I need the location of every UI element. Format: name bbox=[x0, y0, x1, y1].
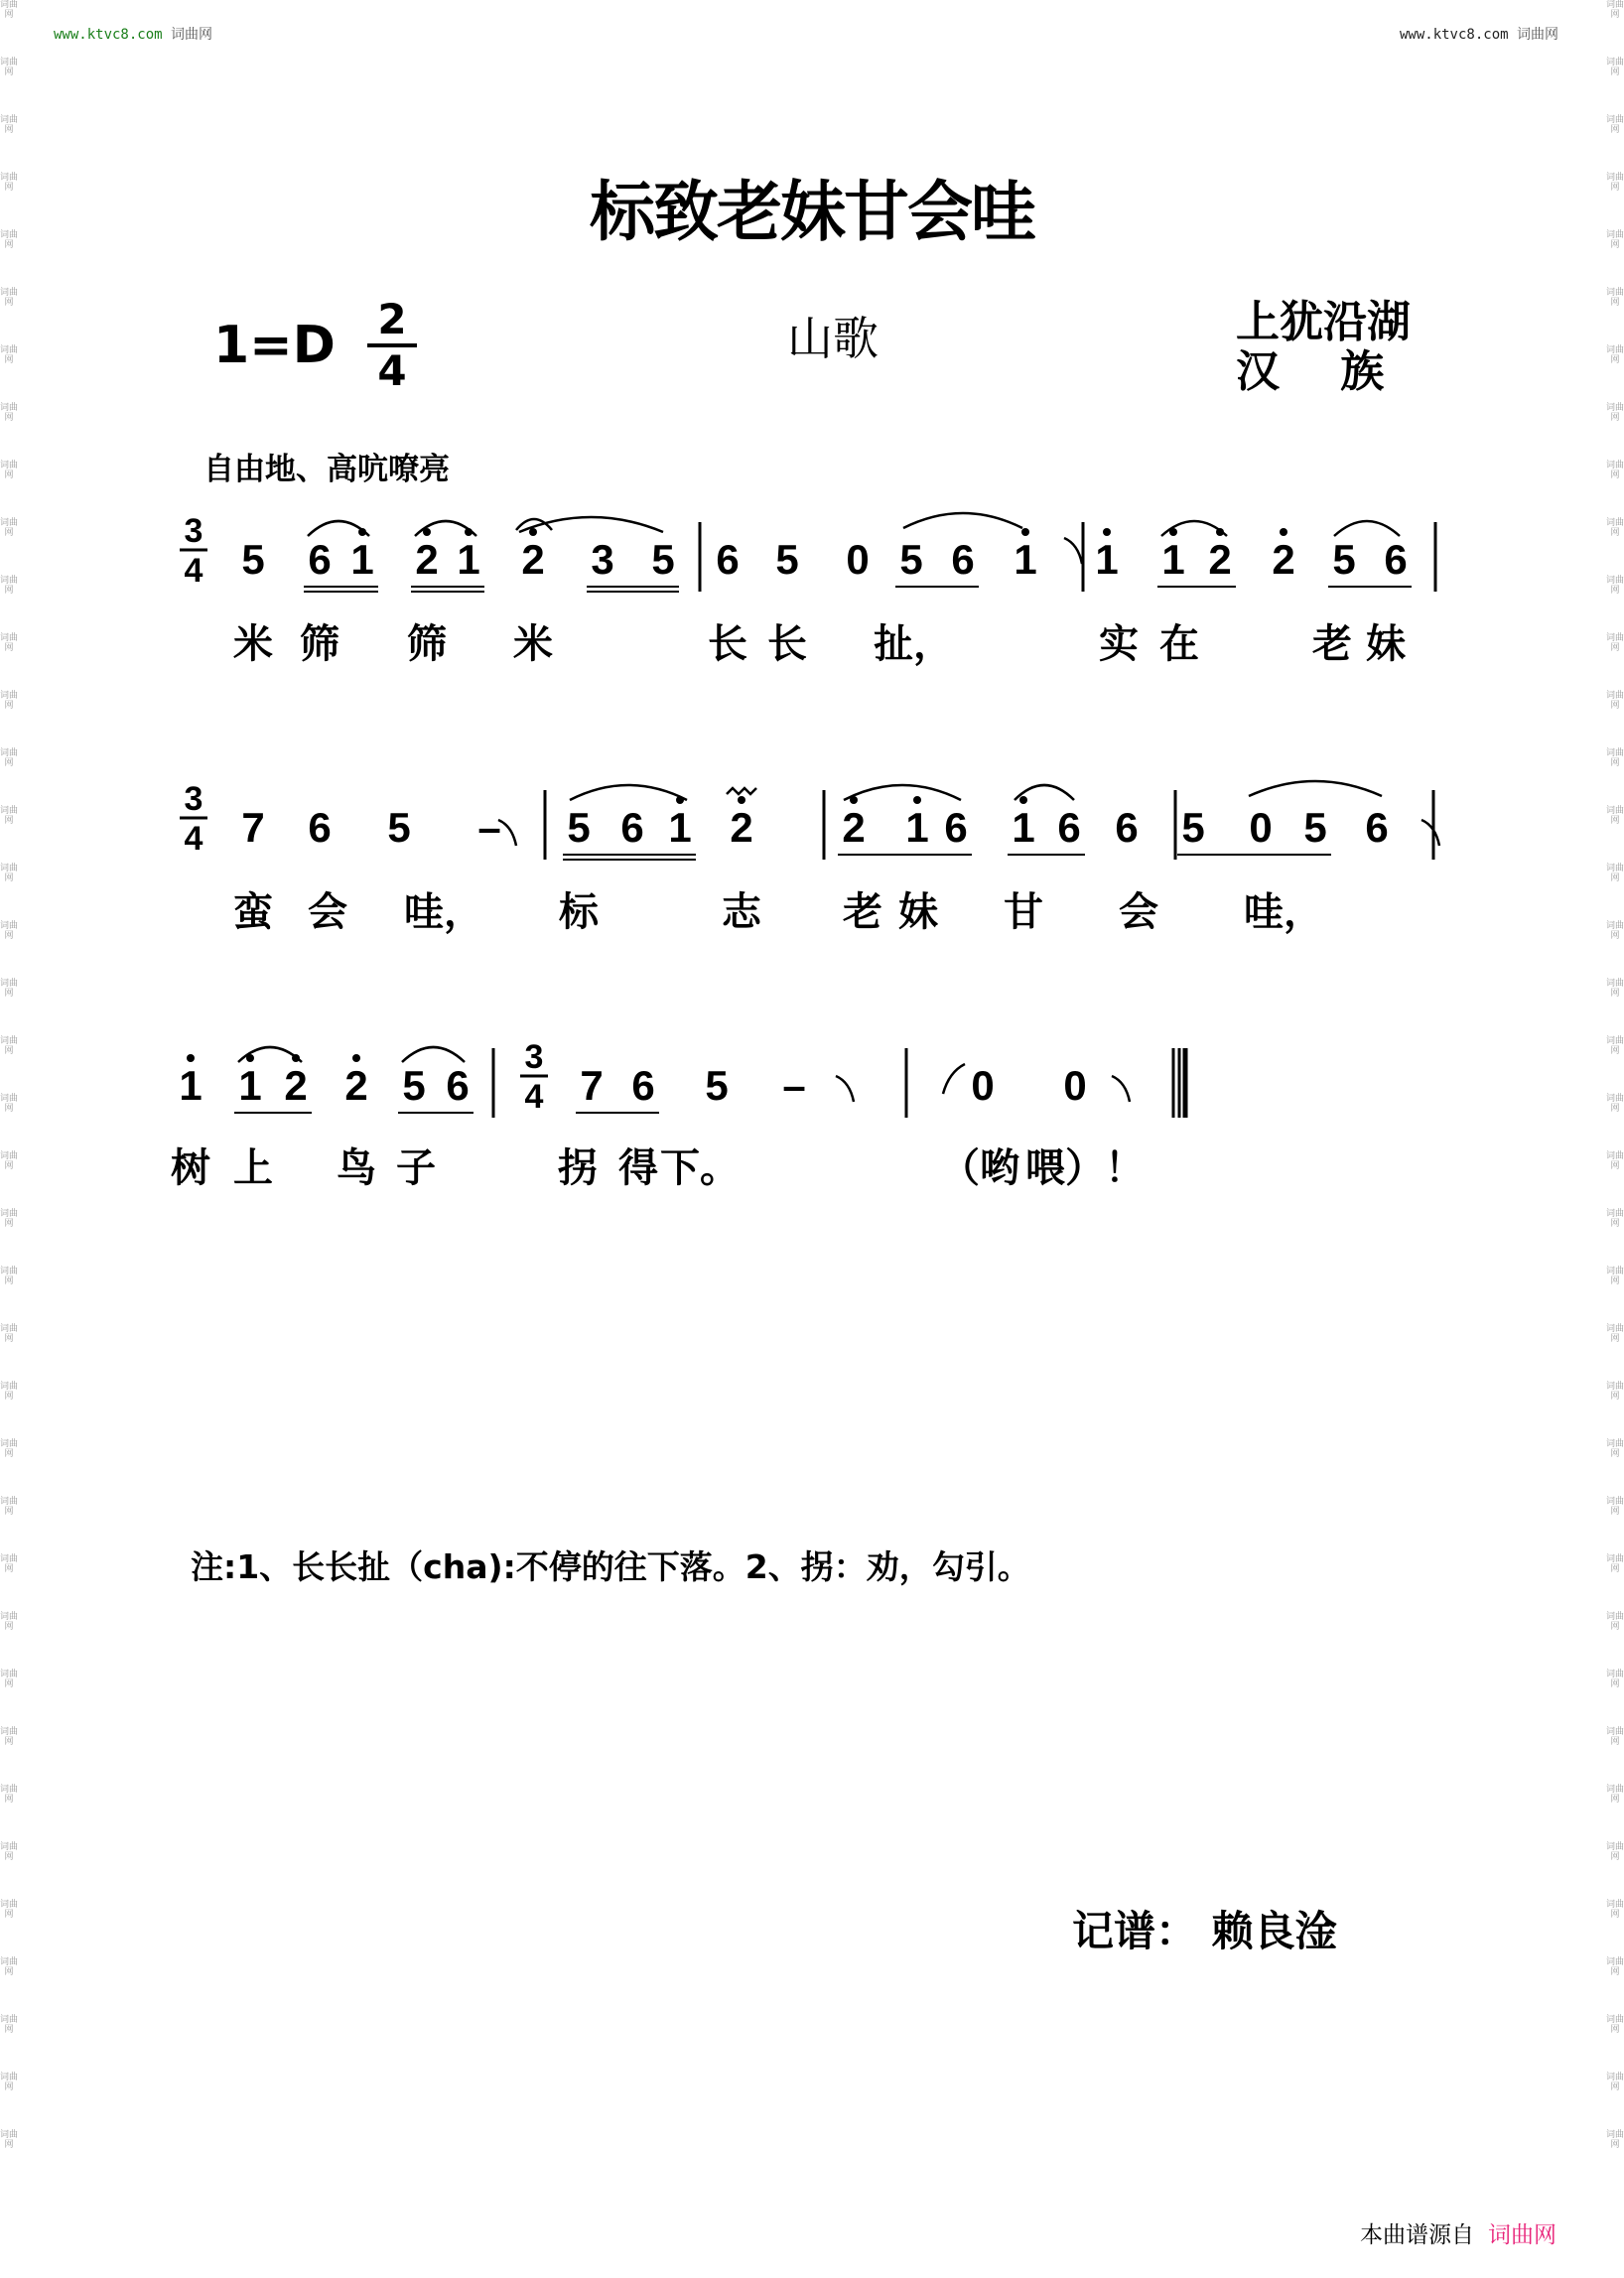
lyric: 长 bbox=[767, 622, 807, 666]
glide-arrow bbox=[836, 1076, 854, 1102]
edge-watermark-text: 词曲网 bbox=[0, 1842, 18, 1862]
note: 6 bbox=[446, 1062, 470, 1109]
edge-watermark-text: 词曲网 bbox=[1606, 806, 1624, 826]
note: 2 bbox=[842, 804, 866, 851]
edge-watermark-text: 词曲网 bbox=[0, 230, 18, 250]
lyric: 拐 bbox=[558, 1146, 598, 1190]
lyric: 树 bbox=[171, 1146, 210, 1190]
lyric: 在 bbox=[1159, 622, 1199, 666]
edge-watermark-text: 词曲网 bbox=[1606, 1094, 1624, 1114]
edge-watermark-text: 词曲网 bbox=[1606, 2130, 1624, 2150]
edge-watermark-text: 词曲网 bbox=[0, 1151, 18, 1171]
header-url[interactable]: www.ktvc8.com bbox=[54, 27, 163, 43]
note: 1 bbox=[457, 536, 480, 583]
transcriber-credit: 记谱： 赖良淦 bbox=[1072, 1907, 1337, 1955]
note: 0 bbox=[846, 536, 870, 583]
note: 2 bbox=[730, 804, 753, 851]
edge-watermark-text: 词曲网 bbox=[1606, 115, 1624, 135]
edge-watermark-text: 词曲网 bbox=[0, 633, 18, 653]
edge-watermark-text: 词曲网 bbox=[1606, 576, 1624, 596]
note: 5 bbox=[705, 1062, 729, 1109]
glide-arrow bbox=[498, 820, 516, 846]
slur bbox=[570, 785, 687, 800]
edge-watermark-text: 词曲网 bbox=[1606, 1209, 1624, 1229]
lyric: 得 bbox=[618, 1146, 658, 1190]
edge-watermark-text: 词曲网 bbox=[0, 1612, 18, 1632]
meter-bottom: 4 bbox=[184, 552, 203, 590]
note: 1 bbox=[1095, 536, 1119, 583]
lyric: 子 bbox=[396, 1146, 436, 1190]
trill-mark bbox=[727, 788, 756, 794]
lyric: 哇， bbox=[1244, 890, 1323, 934]
note: 6 bbox=[1115, 804, 1139, 851]
edge-watermark-text: 词曲网 bbox=[1606, 1612, 1624, 1632]
note: 6 bbox=[631, 1062, 655, 1109]
slur bbox=[903, 513, 1022, 528]
edge-watermark-text: 词曲网 bbox=[0, 1267, 18, 1286]
octave-dot bbox=[187, 1054, 195, 1062]
note: 5 bbox=[1332, 536, 1356, 583]
edge-watermark-text: 词曲网 bbox=[0, 806, 18, 826]
edge-watermark-text: 词曲网 bbox=[0, 576, 18, 596]
octave-dot bbox=[1103, 528, 1111, 536]
note: 7 bbox=[241, 804, 265, 851]
note: 3 bbox=[591, 536, 614, 583]
note: 2 bbox=[1208, 536, 1232, 583]
edge-watermark-text: 词曲网 bbox=[1606, 979, 1624, 999]
octave-dot bbox=[529, 528, 537, 536]
lyric: 上 bbox=[233, 1146, 273, 1190]
lyric: 下。 bbox=[660, 1146, 740, 1190]
edge-watermark-text: 词曲网 bbox=[1606, 1554, 1624, 1574]
edge-watermark-text: 词曲网 bbox=[0, 1554, 18, 1574]
lyric: 哇， bbox=[404, 890, 483, 934]
slur bbox=[844, 785, 961, 800]
edge-watermark-text: 词曲网 bbox=[1606, 1727, 1624, 1747]
edge-watermark-text: 词曲网 bbox=[0, 1324, 18, 1344]
note: 6 bbox=[1057, 804, 1081, 851]
note: 6 bbox=[716, 536, 740, 583]
note: 5 bbox=[651, 536, 675, 583]
source-label: 本曲谱源自 bbox=[1360, 2222, 1474, 2248]
slur bbox=[402, 1047, 465, 1062]
octave-dot bbox=[1021, 528, 1029, 536]
source-credit bbox=[1360, 2216, 1556, 2249]
slur bbox=[1249, 781, 1382, 796]
note: 6 bbox=[308, 536, 332, 583]
edge-watermark-text: 词曲网 bbox=[1606, 1036, 1624, 1056]
edge-watermark-text: 词曲网 bbox=[1606, 1267, 1624, 1286]
edge-watermark-text: 词曲网 bbox=[0, 1439, 18, 1459]
edge-watermark-text: 词曲网 bbox=[1606, 633, 1624, 653]
region-line-2: 汉 族 bbox=[1236, 346, 1385, 397]
edge-watermark-text: 词曲网 bbox=[0, 691, 18, 711]
lyric: 喂）！ bbox=[1025, 1146, 1145, 1190]
edge-watermark-text: 词曲网 bbox=[1606, 230, 1624, 250]
note: 1 bbox=[350, 536, 374, 583]
note: 5 bbox=[775, 536, 799, 583]
edge-watermark-text: 词曲网 bbox=[0, 979, 18, 999]
lyric: 老 bbox=[1312, 622, 1352, 666]
lyric: 米 bbox=[513, 622, 553, 666]
edge-watermark-text: 词曲网 bbox=[1606, 2015, 1624, 2035]
genre-label: 山歌 bbox=[787, 312, 879, 365]
edge-watermark-text: 词曲网 bbox=[0, 1670, 18, 1689]
meter-top: 3 bbox=[184, 780, 203, 818]
lyric: 筛 bbox=[300, 622, 339, 666]
header-site: 词曲网 bbox=[171, 27, 213, 43]
edge-watermark-text: 词曲网 bbox=[1606, 1785, 1624, 1805]
lyric: 长 bbox=[708, 622, 747, 666]
lyric: 妹 bbox=[1366, 622, 1406, 666]
lyric: （哟 bbox=[940, 1146, 1019, 1190]
note: 0 bbox=[1063, 1062, 1087, 1109]
edge-watermark-text: 词曲网 bbox=[1606, 403, 1624, 423]
glide-arrow bbox=[943, 1064, 965, 1094]
glide-arrow bbox=[1064, 538, 1082, 564]
note: 5 bbox=[1181, 804, 1205, 851]
edge-watermark-text: 词曲网 bbox=[0, 518, 18, 538]
note: 2 bbox=[415, 536, 439, 583]
note: 6 bbox=[308, 804, 332, 851]
note: 6 bbox=[951, 536, 975, 583]
note: 6 bbox=[1365, 804, 1389, 851]
edge-watermark-text: 词曲网 bbox=[1606, 1497, 1624, 1517]
meter-top: 3 bbox=[524, 1038, 544, 1076]
lyric: 扯， bbox=[874, 622, 953, 666]
glide-arrow bbox=[1112, 1076, 1130, 1102]
edge-watermark-text: 词曲网 bbox=[0, 0, 18, 20]
lyric: 标 bbox=[559, 890, 599, 934]
lyric: 甘 bbox=[1004, 890, 1043, 934]
edge-watermark-text: 词曲网 bbox=[0, 921, 18, 941]
time-signature-bottom: 4 bbox=[377, 346, 407, 395]
lyric: 蛮 bbox=[233, 890, 273, 934]
edge-watermark-text: 词曲网 bbox=[1606, 748, 1624, 768]
edge-watermark-text: 词曲网 bbox=[0, 748, 18, 768]
source-site-link[interactable]: 词曲网 bbox=[1488, 2222, 1556, 2248]
edge-watermark-text: 词曲网 bbox=[1606, 345, 1624, 365]
edge-watermark-text: 词曲网 bbox=[0, 1209, 18, 1229]
edge-watermark-text: 词曲网 bbox=[1606, 1382, 1624, 1402]
edge-watermark-text: 词曲网 bbox=[1606, 2073, 1624, 2092]
edge-watermark-text: 词曲网 bbox=[1606, 1957, 1624, 1977]
octave-dot bbox=[352, 1054, 360, 1062]
note: 0 bbox=[971, 1062, 995, 1109]
lyric: 米 bbox=[233, 622, 273, 666]
edge-watermark-text: 词曲网 bbox=[0, 1094, 18, 1114]
note: 1 bbox=[238, 1062, 262, 1109]
lyric: 会 bbox=[308, 890, 347, 934]
edge-watermark-text: 词曲网 bbox=[1606, 173, 1624, 193]
lyric: 实 bbox=[1099, 622, 1139, 666]
octave-dot bbox=[1019, 796, 1027, 804]
header-site: 词曲网 bbox=[1517, 27, 1558, 43]
edge-watermark-text: 词曲网 bbox=[1606, 1900, 1624, 1920]
time-signature-top: 2 bbox=[377, 295, 407, 343]
octave-dot bbox=[913, 796, 921, 804]
meter-top: 3 bbox=[184, 512, 203, 550]
lyric: 志 bbox=[722, 890, 761, 934]
edge-watermark-text: 词曲网 bbox=[1606, 0, 1624, 20]
lyric: 妹 bbox=[898, 890, 938, 934]
note: 2 bbox=[521, 536, 545, 583]
slur bbox=[1334, 521, 1400, 536]
page-title: 标致老妹甘会哇 bbox=[590, 174, 1034, 250]
region-line-1: 上犹沿湖 bbox=[1236, 297, 1411, 347]
edge-watermark-text: 词曲网 bbox=[0, 1900, 18, 1920]
note: 1 bbox=[1012, 804, 1035, 851]
note: 6 bbox=[944, 804, 968, 851]
edge-watermark-text: 词曲网 bbox=[0, 1957, 18, 1977]
edge-watermark-text: 词曲网 bbox=[0, 2073, 18, 2092]
sustain-dash: – bbox=[782, 1062, 806, 1109]
note: 5 bbox=[241, 536, 265, 583]
edge-watermark-text: 词曲网 bbox=[0, 403, 18, 423]
note: 1 bbox=[1014, 536, 1037, 583]
edge-watermark-text: 词曲网 bbox=[0, 461, 18, 480]
edge-watermark-text: 词曲网 bbox=[1606, 1439, 1624, 1459]
note: 5 bbox=[402, 1062, 426, 1109]
edge-watermark-text: 词曲网 bbox=[1606, 1670, 1624, 1689]
edge-watermark-text: 词曲网 bbox=[0, 2015, 18, 2035]
edge-watermark-text: 词曲网 bbox=[0, 1497, 18, 1517]
octave-dot bbox=[1280, 528, 1287, 536]
glide-arrow bbox=[1421, 820, 1439, 846]
edge-watermark-text: 词曲网 bbox=[1606, 288, 1624, 308]
note: 7 bbox=[580, 1062, 604, 1109]
lyric: 老 bbox=[843, 890, 882, 934]
edge-watermark-text: 词曲网 bbox=[1606, 58, 1624, 77]
note: 1 bbox=[179, 1062, 203, 1109]
edge-watermark-text: 词曲网 bbox=[0, 345, 18, 365]
lyric: 会 bbox=[1119, 890, 1158, 934]
note: 6 bbox=[1384, 536, 1408, 583]
header-url[interactable]: www.ktvc8.com bbox=[1399, 27, 1509, 43]
edge-watermark-text: 词曲网 bbox=[0, 1727, 18, 1747]
note: 5 bbox=[1303, 804, 1327, 851]
edge-watermark-text: 词曲网 bbox=[1606, 518, 1624, 538]
key-signature: 1=D bbox=[213, 316, 336, 375]
meter-bottom: 4 bbox=[184, 820, 203, 858]
edge-watermark-text: 词曲网 bbox=[0, 864, 18, 883]
note: 2 bbox=[1272, 536, 1295, 583]
edge-watermark-text: 词曲网 bbox=[1606, 864, 1624, 883]
note: 2 bbox=[344, 1062, 368, 1109]
edge-watermark-text: 词曲网 bbox=[1606, 461, 1624, 480]
meter-bottom: 4 bbox=[524, 1078, 544, 1116]
note: 1 bbox=[905, 804, 929, 851]
edge-watermark-text: 词曲网 bbox=[0, 1785, 18, 1805]
sustain-dash: – bbox=[477, 804, 501, 851]
edge-watermark-text: 词曲网 bbox=[0, 1036, 18, 1056]
edge-watermark-text: 词曲网 bbox=[1606, 1324, 1624, 1344]
edge-watermark-text: 词曲网 bbox=[0, 288, 18, 308]
edge-watermark-text: 词曲网 bbox=[0, 1382, 18, 1402]
note: 5 bbox=[567, 804, 591, 851]
edge-watermark-text: 词曲网 bbox=[1606, 1151, 1624, 1171]
edge-watermark-text: 词曲网 bbox=[0, 173, 18, 193]
lyric: 鸟 bbox=[337, 1146, 376, 1190]
note: 5 bbox=[387, 804, 411, 851]
edge-watermark-text: 词曲网 bbox=[1606, 1842, 1624, 1862]
note: 5 bbox=[899, 536, 923, 583]
tempo-marking: 自由地、高吭嘹亮 bbox=[203, 452, 450, 487]
note: 1 bbox=[1161, 536, 1185, 583]
footnote: 注:1、长长扯（cha):不停的往下落。2、拐：劝，勾引。 bbox=[191, 1547, 1030, 1586]
lyric: 筛 bbox=[407, 622, 447, 666]
note: 2 bbox=[284, 1062, 308, 1109]
edge-watermark-text: 词曲网 bbox=[0, 115, 18, 135]
edge-watermark-text: 词曲网 bbox=[0, 2130, 18, 2150]
edge-watermark-text: 词曲网 bbox=[1606, 921, 1624, 941]
octave-dot bbox=[738, 796, 745, 804]
note: 0 bbox=[1249, 804, 1273, 851]
edge-watermark-text: 词曲网 bbox=[0, 58, 18, 77]
note: 6 bbox=[620, 804, 644, 851]
note: 1 bbox=[668, 804, 692, 851]
edge-watermark-text: 词曲网 bbox=[1606, 691, 1624, 711]
